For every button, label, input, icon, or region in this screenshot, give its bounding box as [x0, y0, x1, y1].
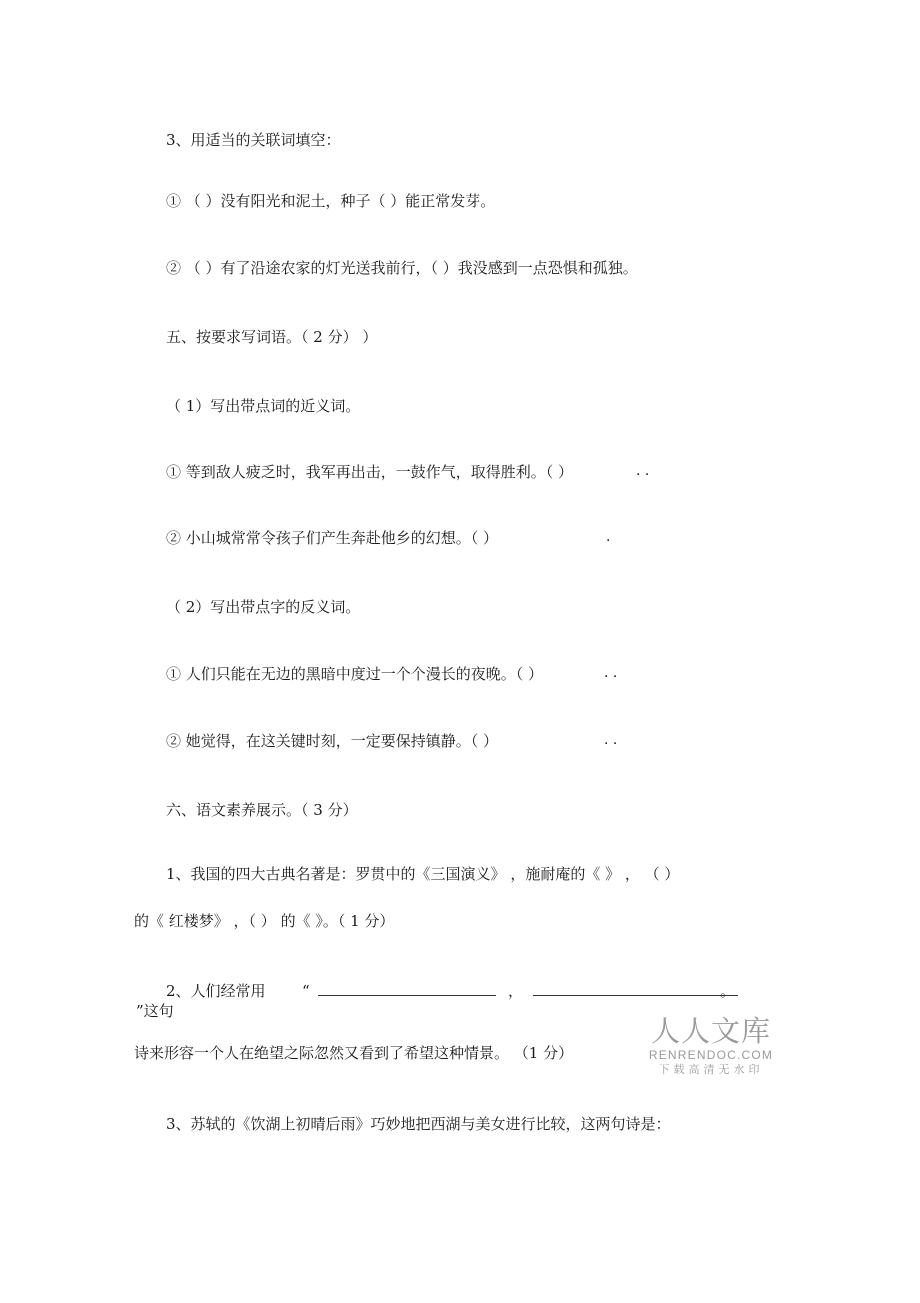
section-5-part-2-title: （ 2）写出带点字的反义词。 — [166, 598, 361, 616]
section-6-title: 六、语文素养展示。（ 3 分） — [166, 801, 358, 819]
q3-item-1: ① （ ）没有阳光和泥土，种子（ ）能正常发芽。 — [166, 192, 496, 210]
section-5-part-1-item-1: ① 等到敌人疲乏时，我军再出击，一鼓作气，取得胜利。（ ） — [166, 463, 574, 481]
section-6-q3: 3、苏轼的《饮湖上初晴后雨》巧妙地把西湖与美女进行比较，这两句诗是： — [166, 1115, 671, 1133]
watermark-title: 人人文库 — [650, 1014, 771, 1048]
section-6-q2-prefix: 2、人们经常用 — [166, 982, 266, 1000]
section-6-q1-line-1: 1、我国的四大古典名著是：罗贯中的《三国演义》 ，施耐庵的《 》 ， （ ） — [166, 865, 680, 883]
section-5-part-1-item-2: ② 小山城常常令孩子们产生奔赴他乡的幻想。（ ） — [166, 529, 499, 547]
answer-blank-1[interactable] — [318, 994, 496, 996]
emphasis-dots: . . — [636, 462, 650, 479]
section-5-part-2-item-2: ② 她觉得，在这关键时刻，一定要保持镇静。（ ） — [166, 732, 499, 750]
section-6-q1-line-2: 的《 红楼梦》 ，（ ） 的《 》。（ 1 分） — [134, 912, 395, 930]
comma: ， — [508, 982, 524, 1000]
q3-item-2: ② （ ）有了沿途农家的灯光送我前行，（ ）我没感到一点恐惧和孤独。 — [166, 259, 638, 277]
period: 。 — [720, 982, 736, 1000]
q3-title: 3、用适当的关联词填空： — [166, 131, 341, 149]
section-6-q2-line-3: 诗来形容一个人在绝望之际忽然又看到了希望这种情景。 （1 分） — [134, 1044, 574, 1062]
quote-close: ”这句 — [136, 1002, 174, 1020]
emphasis-dots: . — [606, 528, 611, 545]
quote-open: “ — [302, 982, 310, 1000]
watermark-subtitle: 下载高清无水印 — [658, 1063, 764, 1076]
answer-blank-2[interactable] — [533, 994, 738, 996]
emphasis-dots: . . — [604, 664, 618, 681]
section-5-title: 五、按要求写词语。（ 2 分） ） — [166, 328, 378, 346]
section-5-part-2-item-1: ① 人们只能在无边的黑暗中度过一个个漫长的夜晚。（ ） — [166, 665, 544, 683]
watermark-url: RENRENDOC.COM — [648, 1048, 774, 1062]
emphasis-dots: . . — [604, 731, 618, 748]
watermark — [648, 1014, 774, 1078]
section-5-part-1-title: （ 1）写出带点词的近义词。 — [166, 397, 361, 415]
